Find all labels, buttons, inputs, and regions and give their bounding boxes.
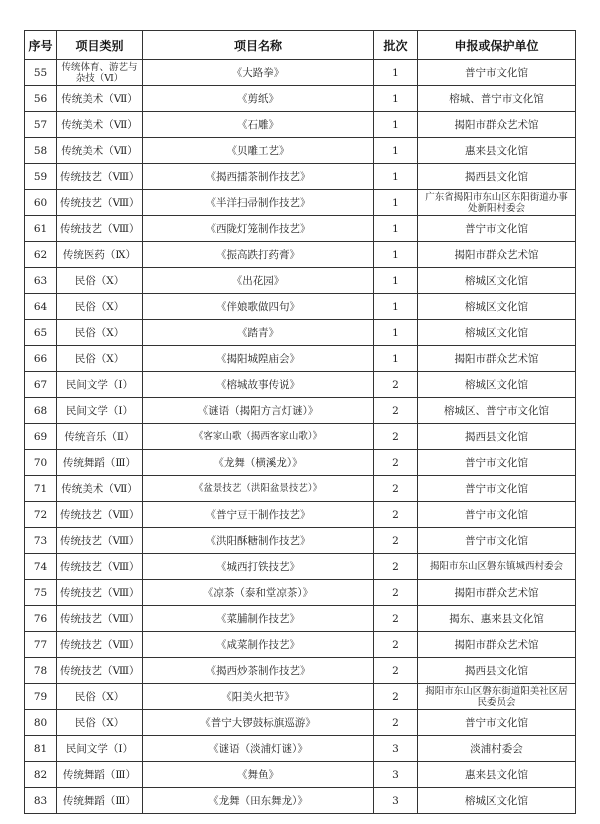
cell-category: 传统技艺（Ⅷ） [57, 658, 143, 684]
table-row [25, 580, 576, 606]
cell-batch: 1 [374, 346, 418, 372]
table-row [25, 138, 576, 164]
cell-project-name: 《出花园》 [143, 268, 374, 294]
cell-project-name: 《半洋扫帚制作技艺》 [143, 190, 374, 216]
cell-category: 传统技艺（Ⅷ） [57, 502, 143, 528]
table-row [25, 632, 576, 658]
table-row [25, 736, 576, 762]
cell-no: 74 [25, 554, 57, 580]
cell-batch: 1 [374, 242, 418, 268]
cell-unit: 榕城区文化馆 [418, 268, 576, 294]
cell-unit: 惠来县文化馆 [418, 138, 576, 164]
cell-batch: 1 [374, 320, 418, 346]
cell-no: 58 [25, 138, 57, 164]
cell-no: 56 [25, 86, 57, 112]
cell-batch: 2 [374, 632, 418, 658]
table-row [25, 190, 576, 216]
cell-batch: 2 [374, 710, 418, 736]
cell-unit: 榕城区文化馆 [418, 294, 576, 320]
table-row [25, 164, 576, 190]
table-body [25, 60, 576, 814]
cell-unit: 揭东、惠来县文化馆 [418, 606, 576, 632]
cell-batch: 1 [374, 60, 418, 86]
cell-category: 传统技艺（Ⅷ） [57, 606, 143, 632]
table-header [25, 31, 576, 60]
heritage-list-sheet [24, 30, 575, 814]
cell-project-name: 《揭西炒茶制作技艺》 [143, 658, 374, 684]
cell-category: 传统美术（Ⅶ） [57, 86, 143, 112]
cell-batch: 2 [374, 398, 418, 424]
table-row [25, 710, 576, 736]
cell-unit: 揭阳市东山区磐东镇城西村委会 [418, 554, 576, 580]
cell-batch: 2 [374, 658, 418, 684]
cell-unit: 普宁市文化馆 [418, 450, 576, 476]
cell-unit: 榕城、普宁市文化馆 [418, 86, 576, 112]
cell-unit: 普宁市文化馆 [418, 476, 576, 502]
cell-project-name: 《贝雕工艺》 [143, 138, 374, 164]
cell-project-name: 《伴娘歌做四句》 [143, 294, 374, 320]
cell-category: 传统舞蹈（Ⅲ） [57, 450, 143, 476]
cell-project-name: 《普宁豆干制作技艺》 [143, 502, 374, 528]
cell-project-name: 《踏青》 [143, 320, 374, 346]
cell-category: 传统技艺（Ⅷ） [57, 190, 143, 216]
table-row [25, 294, 576, 320]
cell-no: 72 [25, 502, 57, 528]
cell-category: 传统舞蹈（Ⅲ） [57, 762, 143, 788]
cell-batch: 1 [374, 164, 418, 190]
cell-unit: 揭阳市群众艺术馆 [418, 580, 576, 606]
cell-no: 60 [25, 190, 57, 216]
cell-unit: 揭阳市群众艺术馆 [418, 112, 576, 138]
cell-unit: 普宁市文化馆 [418, 216, 576, 242]
cell-batch: 2 [374, 476, 418, 502]
cell-unit: 揭阳市群众艺术馆 [418, 346, 576, 372]
cell-unit: 普宁市文化馆 [418, 528, 576, 554]
cell-category: 传统医药（Ⅸ） [57, 242, 143, 268]
cell-category: 民俗（Ⅹ） [57, 268, 143, 294]
cell-no: 78 [25, 658, 57, 684]
cell-batch: 2 [374, 372, 418, 398]
cell-category: 传统技艺（Ⅷ） [57, 164, 143, 190]
cell-batch: 2 [374, 684, 418, 710]
cell-no: 77 [25, 632, 57, 658]
cell-batch: 2 [374, 528, 418, 554]
table-row [25, 268, 576, 294]
table-row [25, 60, 576, 86]
cell-no: 63 [25, 268, 57, 294]
header-batch: 批次 [374, 31, 418, 60]
table-row [25, 528, 576, 554]
cell-no: 79 [25, 684, 57, 710]
cell-category: 传统技艺（Ⅷ） [57, 554, 143, 580]
cell-batch: 1 [374, 86, 418, 112]
cell-category: 民俗（Ⅹ） [57, 710, 143, 736]
cell-batch: 3 [374, 736, 418, 762]
cell-unit: 惠来县文化馆 [418, 762, 576, 788]
table-row [25, 502, 576, 528]
cell-project-name: 《盆景技艺（洪阳盆景技艺）》 [143, 476, 374, 502]
table-row [25, 762, 576, 788]
cell-category: 传统技艺（Ⅷ） [57, 528, 143, 554]
cell-batch: 2 [374, 450, 418, 476]
cell-batch: 3 [374, 762, 418, 788]
heritage-table [24, 30, 576, 814]
table-row [25, 398, 576, 424]
cell-no: 55 [25, 60, 57, 86]
cell-category: 民间文学（Ⅰ） [57, 398, 143, 424]
table-row [25, 86, 576, 112]
cell-no: 67 [25, 372, 57, 398]
cell-unit: 揭西县文化馆 [418, 164, 576, 190]
cell-no: 62 [25, 242, 57, 268]
cell-category: 民俗（Ⅹ） [57, 684, 143, 710]
table-row [25, 788, 576, 814]
cell-unit: 榕城区、普宁市文化馆 [418, 398, 576, 424]
cell-category: 传统美术（Ⅶ） [57, 138, 143, 164]
header-no: 序号 [25, 31, 57, 60]
table-row [25, 554, 576, 580]
cell-unit: 榕城区文化馆 [418, 320, 576, 346]
cell-unit: 榕城区文化馆 [418, 788, 576, 814]
cell-project-name: 《榕城故事传说》 [143, 372, 374, 398]
cell-batch: 2 [374, 554, 418, 580]
cell-unit: 揭阳市群众艺术馆 [418, 632, 576, 658]
cell-unit: 榕城区文化馆 [418, 372, 576, 398]
cell-unit: 普宁市文化馆 [418, 502, 576, 528]
cell-no: 59 [25, 164, 57, 190]
table-row [25, 424, 576, 450]
cell-batch: 2 [374, 502, 418, 528]
cell-batch: 1 [374, 216, 418, 242]
cell-project-name: 《龙舞（田东舞龙）》 [143, 788, 374, 814]
cell-batch: 1 [374, 138, 418, 164]
cell-batch: 3 [374, 788, 418, 814]
cell-project-name: 《咸菜制作技艺》 [143, 632, 374, 658]
cell-no: 57 [25, 112, 57, 138]
cell-project-name: 《揭西擂茶制作技艺》 [143, 164, 374, 190]
table-row [25, 606, 576, 632]
cell-project-name: 《揭阳城隍庙会》 [143, 346, 374, 372]
cell-no: 76 [25, 606, 57, 632]
cell-unit: 广东省揭阳市东山区东阳街道办事处新阳村委会 [418, 190, 576, 216]
cell-category: 民间文学（Ⅰ） [57, 372, 143, 398]
cell-batch: 1 [374, 268, 418, 294]
table-row [25, 450, 576, 476]
cell-no: 73 [25, 528, 57, 554]
cell-project-name: 《剪纸》 [143, 86, 374, 112]
cell-project-name: 《洪阳酥糖制作技艺》 [143, 528, 374, 554]
table-row [25, 242, 576, 268]
cell-no: 61 [25, 216, 57, 242]
cell-batch: 2 [374, 606, 418, 632]
cell-no: 83 [25, 788, 57, 814]
table-row [25, 320, 576, 346]
cell-category: 民俗（Ⅹ） [57, 320, 143, 346]
cell-batch: 1 [374, 112, 418, 138]
cell-no: 70 [25, 450, 57, 476]
cell-category: 传统音乐（Ⅱ） [57, 424, 143, 450]
header-unit: 申报或保护单位 [418, 31, 576, 60]
table-row [25, 684, 576, 710]
cell-category: 传统美术（Ⅶ） [57, 112, 143, 138]
cell-no: 75 [25, 580, 57, 606]
cell-category: 民俗（Ⅹ） [57, 346, 143, 372]
cell-no: 64 [25, 294, 57, 320]
cell-project-name: 《客家山歌（揭西客家山歌）》 [143, 424, 374, 450]
cell-project-name: 《菜脯制作技艺》 [143, 606, 374, 632]
table-row [25, 346, 576, 372]
cell-unit: 揭西县文化馆 [418, 424, 576, 450]
cell-project-name: 《谜语（淡浦灯谜）》 [143, 736, 374, 762]
cell-no: 69 [25, 424, 57, 450]
header-name: 项目名称 [143, 31, 374, 60]
cell-category: 传统体育、游艺与杂技（Ⅵ） [57, 60, 143, 86]
cell-batch: 1 [374, 190, 418, 216]
cell-no: 65 [25, 320, 57, 346]
cell-no: 81 [25, 736, 57, 762]
cell-batch: 2 [374, 424, 418, 450]
cell-project-name: 《凉茶（泰和堂凉茶）》 [143, 580, 374, 606]
cell-unit: 揭阳市群众艺术馆 [418, 242, 576, 268]
cell-no: 82 [25, 762, 57, 788]
cell-category: 传统技艺（Ⅷ） [57, 580, 143, 606]
cell-project-name: 《城西打铁技艺》 [143, 554, 374, 580]
cell-project-name: 《大路拳》 [143, 60, 374, 86]
table-row [25, 112, 576, 138]
cell-no: 68 [25, 398, 57, 424]
cell-unit: 揭西县文化馆 [418, 658, 576, 684]
cell-project-name: 《龙舞（横溪龙）》 [143, 450, 374, 476]
cell-project-name: 《石雕》 [143, 112, 374, 138]
cell-batch: 1 [374, 294, 418, 320]
cell-category: 传统技艺（Ⅷ） [57, 632, 143, 658]
cell-category: 民间文学（Ⅰ） [57, 736, 143, 762]
cell-no: 71 [25, 476, 57, 502]
cell-category: 传统美术（Ⅶ） [57, 476, 143, 502]
cell-project-name: 《振高跌打药膏》 [143, 242, 374, 268]
cell-unit: 普宁市文化馆 [418, 710, 576, 736]
cell-project-name: 《阳美火把节》 [143, 684, 374, 710]
header-category: 项目类别 [57, 31, 143, 60]
cell-project-name: 《西陇灯笼制作技艺》 [143, 216, 374, 242]
cell-unit: 普宁市文化馆 [418, 60, 576, 86]
table-row [25, 372, 576, 398]
cell-unit: 揭阳市东山区磐东街道阳美社区居民委员会 [418, 684, 576, 710]
cell-category: 传统技艺（Ⅷ） [57, 216, 143, 242]
table-row [25, 476, 576, 502]
table-row [25, 216, 576, 242]
header-row [25, 31, 576, 60]
cell-project-name: 《谜语（揭阳方言灯谜）》 [143, 398, 374, 424]
cell-project-name: 《舞鱼》 [143, 762, 374, 788]
cell-unit: 淡浦村委会 [418, 736, 576, 762]
cell-category: 传统舞蹈（Ⅲ） [57, 788, 143, 814]
cell-project-name: 《普宁大锣鼓标旗巡游》 [143, 710, 374, 736]
cell-no: 80 [25, 710, 57, 736]
cell-category: 民俗（Ⅹ） [57, 294, 143, 320]
cell-no: 66 [25, 346, 57, 372]
table-row [25, 658, 576, 684]
cell-batch: 2 [374, 580, 418, 606]
